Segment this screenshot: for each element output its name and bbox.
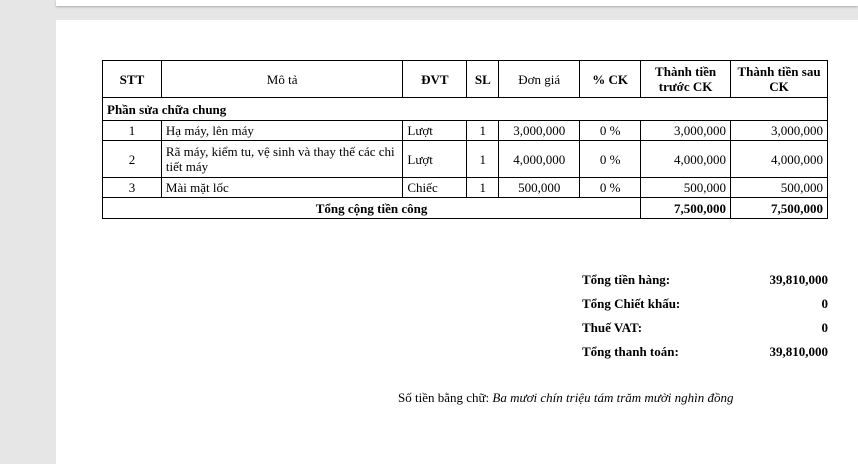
total-label: Tổng cộng tiền công — [103, 198, 641, 219]
cell-unit: Lượt — [403, 141, 467, 178]
table-row — [103, 121, 828, 141]
summary-payment-row — [582, 340, 828, 364]
total-before: 7,500,000 — [641, 198, 731, 219]
cell-unit-price: 4,000,000 — [499, 141, 580, 178]
header-before-line2: trước CK — [658, 79, 713, 94]
cell-amount-before: 4,000,000 — [641, 141, 731, 178]
header-unit-price: Đơn giá — [499, 61, 580, 98]
invoice-page — [56, 20, 858, 464]
cell-quantity: 1 — [467, 178, 499, 198]
cell-stt: 3 — [103, 178, 162, 198]
amount-in-words — [398, 390, 734, 406]
header-stt: STT — [103, 61, 162, 98]
cell-amount-after: 3,000,000 — [731, 121, 828, 141]
total-after: 7,500,000 — [731, 198, 828, 219]
cell-discount: 0 % — [580, 141, 641, 178]
cell-stt: 1 — [103, 121, 162, 141]
cell-unit-price: 3,000,000 — [499, 121, 580, 141]
cell-amount-before: 3,000,000 — [641, 121, 731, 141]
cell-unit: Lượt — [403, 121, 467, 141]
cell-stt: 2 — [103, 141, 162, 178]
summary-payment-value: 39,810,000 — [769, 344, 828, 359]
cell-discount: 0 % — [580, 121, 641, 141]
summary-vat-value: 0 — [821, 320, 828, 335]
cell-description: Rã máy, kiểm tu, vệ sinh và thay thế các chi tiết máy — [161, 141, 402, 178]
table-row — [103, 178, 828, 198]
cell-amount-after: 500,000 — [731, 178, 828, 198]
group-title: Phần sửa chữa chung — [103, 98, 828, 121]
cell-unit: Chiếc — [403, 178, 467, 198]
amount-in-words-value: Ba mươi chín triệu tám trăm mười nghìn đồng — [492, 390, 734, 405]
header-after-line2: CK — [769, 79, 789, 94]
group-row — [103, 98, 828, 121]
header-amount-before-discount — [641, 61, 731, 98]
previous-page-edge — [56, 0, 858, 6]
header-quantity: SL — [467, 61, 499, 98]
header-discount: % CK — [580, 61, 641, 98]
service-items-table — [102, 60, 828, 219]
cell-quantity: 1 — [467, 141, 499, 178]
cell-amount-before: 500,000 — [641, 178, 731, 198]
summary-discount-row — [582, 292, 828, 316]
summary-goods-value: 39,810,000 — [769, 272, 828, 287]
summary-discount-value: 0 — [821, 296, 828, 311]
header-description: Mô tả — [161, 61, 402, 98]
table-row — [103, 141, 828, 178]
header-amount-after-discount — [731, 61, 828, 98]
table-header-row — [103, 61, 828, 98]
cell-description: Mài mặt lốc — [161, 178, 402, 198]
cell-quantity: 1 — [467, 121, 499, 141]
invoice-summary — [582, 268, 828, 364]
summary-vat-label: Thuế VAT: — [582, 320, 643, 335]
header-before-line1: Thành tiền — [655, 64, 717, 79]
header-after-line1: Thành tiền sau — [737, 64, 821, 79]
cell-unit-price: 500,000 — [499, 178, 580, 198]
summary-payment-label: Tổng thanh toán: — [582, 344, 679, 359]
summary-vat-row — [582, 316, 828, 340]
header-unit: ĐVT — [403, 61, 467, 98]
summary-goods-label: Tổng tiền hàng: — [582, 272, 671, 287]
cell-description: Hạ máy, lên máy — [161, 121, 402, 141]
amount-in-words-label: Số tiền bằng chữ: — [398, 390, 490, 405]
total-row — [103, 198, 828, 219]
cell-amount-after: 4,000,000 — [731, 141, 828, 178]
summary-goods-row — [582, 268, 828, 292]
summary-discount-label: Tổng Chiết khấu: — [582, 296, 681, 311]
cell-discount: 0 % — [580, 178, 641, 198]
